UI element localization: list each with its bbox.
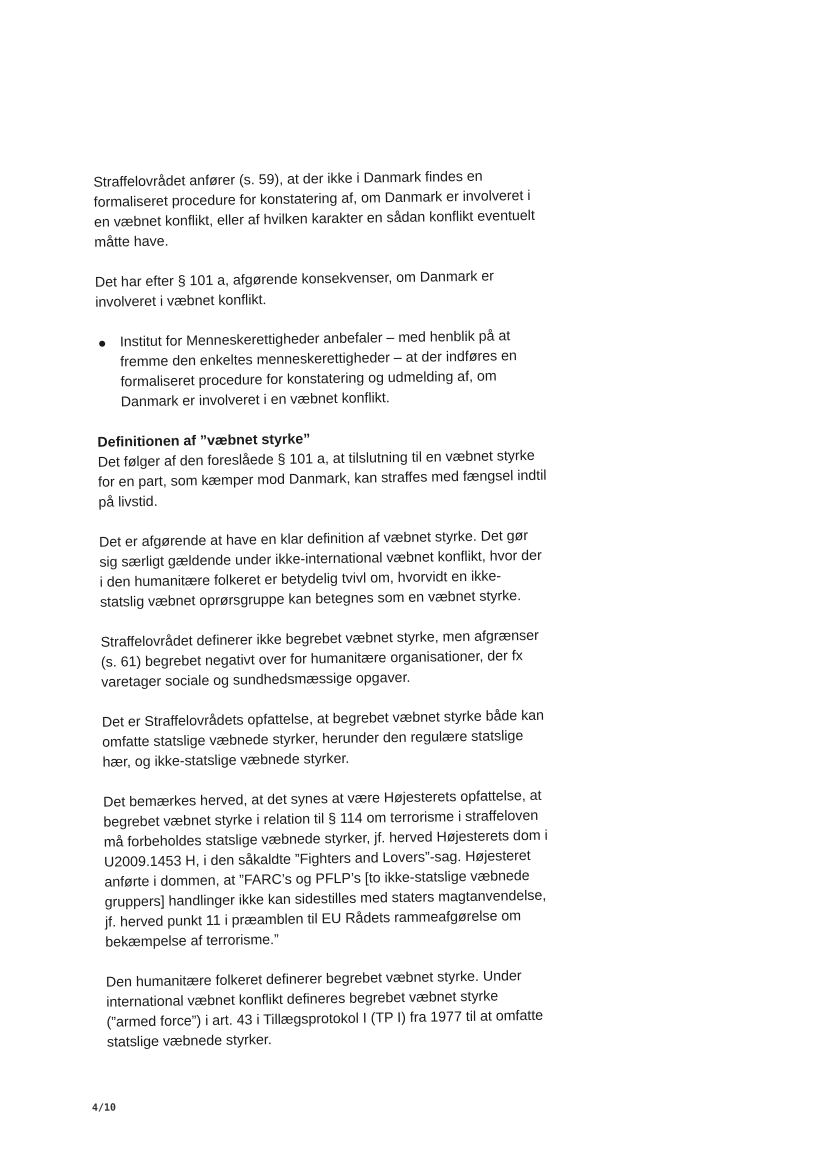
- text-line: Det har efter § 101 a, afgørende konsekvenser, om Danmark er: [94, 268, 495, 291]
- page-number: 4/10: [91, 1102, 117, 1114]
- text-line: Straffelovrådet anfører (s. 59), at der ikke i Danmark findes en: [93, 168, 483, 191]
- text-line: for en part, som kæmper mod Danmark, kan straffes med fængsel indtil: [97, 467, 547, 491]
- text-line: gruppers] handlinger ikke kan sidestilles med staters magtanvendelse,: [104, 887, 547, 911]
- bullet-icon: ●: [97, 334, 107, 351]
- text-line: en væbnet konflikt, eller af hvilken karakter en sådan konflikt eventuelt: [93, 207, 535, 231]
- text-line: Det bemærkes herved, at det synes at være Højesterets opfattelse, at: [103, 787, 542, 811]
- document-body: [93, 165, 577, 1072]
- text-line: anførte i dommen, at ”FARC’s og PFLP’s [to ikke-statslige væbnede: [104, 867, 530, 891]
- text-line: formaliseret procedure for konstatering og udmelding af, om: [120, 368, 497, 391]
- paragraph-opfattelse: [102, 705, 573, 772]
- recommendation-bullet: [96, 325, 567, 412]
- paragraph-hoejesteret: [103, 785, 575, 952]
- paragraph-humanitaer-folkeret: [106, 965, 577, 1052]
- text-line: (”armed force”) i art. 43 i Tillægsprotokol I (TP I) fra 1977 til at omfatte: [106, 1007, 544, 1031]
- section-heading: Definitionen af ”væbnet styrke”: [97, 431, 311, 451]
- text-line: på livstid.: [98, 493, 158, 511]
- text-line: må forbeholdes statslige væbnede styrker, jf. herved Højesterets dom i: [103, 827, 548, 851]
- text-line: Det er afgørende at have en klar definition af væbnet styrke. Det gør: [98, 527, 529, 551]
- text-line: omfatte statslige væbnede styrker, herunder den regulære statslige: [102, 728, 524, 751]
- text-line: statslige væbnede styrker.: [106, 1032, 272, 1051]
- text-line: Danmark er involveret i en væbnet konflikt.: [120, 390, 390, 411]
- text-line: statslig væbnet oprørsgruppe kan betegnes som en væbnet styrke.: [99, 588, 522, 611]
- text-line: jf. herved punkt 11 i præamblen til EU Rådets rammeafgørelse om: [104, 908, 522, 931]
- text-line: Institut for Menneskerettigheder anbefaler – med henblik på at: [119, 328, 511, 351]
- text-line: måtte have.: [94, 233, 169, 251]
- text-line: Det følger af den foreslåede § 101 a, at tilslutning til en væbnet styrke: [97, 447, 535, 471]
- section-definition: [97, 425, 568, 512]
- text-line: hær, og ikke-statslige væbnede styrker.: [102, 750, 350, 771]
- text-line: international væbnet konflikt defineres begrebet væbnet styrke: [106, 988, 499, 1011]
- text-line: varetager sociale og sundhedsmæssige opgaver.: [101, 669, 411, 691]
- paragraph-konstatering: [93, 165, 564, 252]
- text-line: Straffelovrådet definerer ikke begrebet væbnet styrke, men afgrænser: [100, 627, 539, 651]
- text-line: (s. 61) begrebet negativt over for humanitære organisationer, der fx: [100, 648, 523, 671]
- text-line: sig særligt gældende under ikke-international væbnet konflikt, hvor der: [99, 547, 542, 571]
- text-line: formaliseret procedure for konstatering af, om Danmark er involveret i: [93, 187, 531, 211]
- text-line: bekæmpelse af terrorisme.”: [105, 931, 279, 951]
- text-line: Den humanitære folkeret definerer begrebet væbnet styrke. Under: [105, 968, 522, 991]
- paragraph-straffelovraadet-definerer: [100, 625, 571, 692]
- text-line: U2009.1453 H, i den såkaldte ”Fighters and Lovers”-sag. Højesteret: [103, 847, 531, 871]
- text-line: involveret i væbnet konflikt.: [95, 292, 267, 311]
- paragraph-konsekvenser: [95, 265, 566, 312]
- paragraph-klar-definition: [99, 525, 570, 612]
- text-line: i den humanitære folkeret er betydelig tvivl om, hvorvidt en ikke-: [99, 568, 502, 591]
- text-line: Det er Straffelovrådets opfattelse, at begrebet væbnet styrke både kan: [101, 707, 545, 731]
- text-line: begrebet væbnet styrke i relation til § 114 om terrorisme i straffeloven: [103, 807, 539, 831]
- text-line: fremme den enkeltes menneskerettigheder – at der indføres en: [120, 348, 517, 371]
